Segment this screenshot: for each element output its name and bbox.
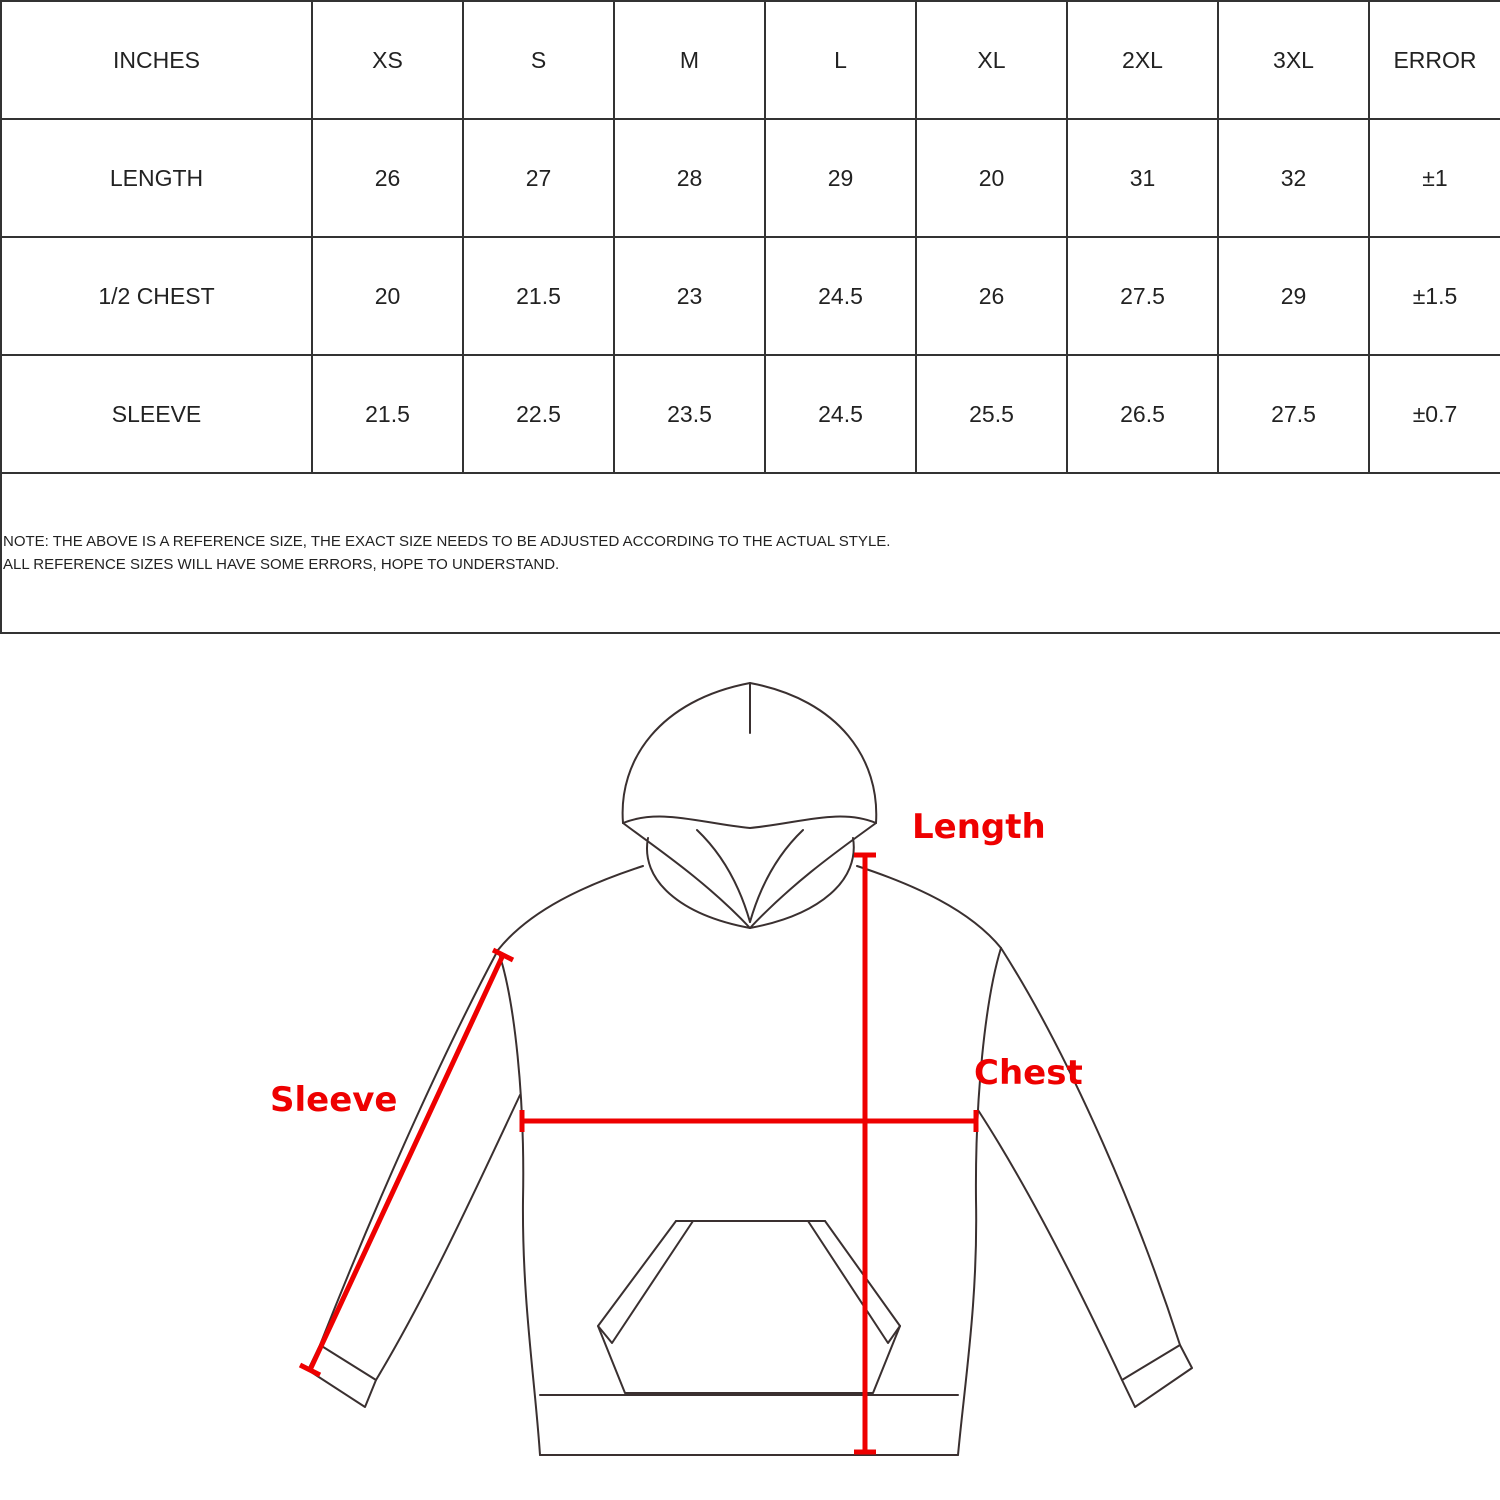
left-sleeve-inner <box>376 1095 520 1380</box>
table-cell-error: ±0.7 <box>1369 355 1500 473</box>
header-cell-l: L <box>765 1 916 119</box>
hood-inner-left-2 <box>697 830 750 922</box>
measurement-lines <box>300 855 976 1452</box>
table-cell: 21.5 <box>312 355 463 473</box>
note-line-2: ALL REFERENCE SIZES WILL HAVE SOME ERRORS, HOPE TO UNDERSTAND. <box>3 556 560 573</box>
table-cell-error: ±1 <box>1369 119 1500 237</box>
body-left-side <box>498 950 540 1455</box>
table-header-row <box>1 1 1500 119</box>
table-row-half-chest <box>1 237 1500 355</box>
table-cell: 28 <box>614 119 765 237</box>
sleeve-measure-line <box>310 955 503 1370</box>
table-cell: 24.5 <box>765 355 916 473</box>
table-cell: 20 <box>312 237 463 355</box>
row-label: LENGTH <box>1 119 312 237</box>
length-label: Length <box>912 807 1046 847</box>
table-cell: 29 <box>765 119 916 237</box>
table-cell-error: ±1.5 <box>1369 237 1500 355</box>
pocket-outline <box>598 1221 900 1393</box>
table-cell: 25.5 <box>916 355 1067 473</box>
header-cell-error: ERROR <box>1369 1 1500 119</box>
chest-label: Chest <box>974 1053 1083 1093</box>
body-right-side <box>958 948 1001 1455</box>
header-cell-xl: XL <box>916 1 1067 119</box>
right-sleeve-outer <box>1001 948 1180 1345</box>
table-row-sleeve <box>1 355 1500 473</box>
header-cell-unit: INCHES <box>1 1 312 119</box>
table-cell: 31 <box>1067 119 1218 237</box>
table-cell: 27 <box>463 119 614 237</box>
table-cell: 20 <box>916 119 1067 237</box>
header-cell-s: S <box>463 1 614 119</box>
table-row-length <box>1 119 1500 237</box>
row-label: 1/2 CHEST <box>1 237 312 355</box>
header-cell-m: M <box>614 1 765 119</box>
table-cell: 23 <box>614 237 765 355</box>
header-cell-2xl: 2XL <box>1067 1 1218 119</box>
row-label: SLEEVE <box>1 355 312 473</box>
table-cell: 29 <box>1218 237 1369 355</box>
table-cell: 21.5 <box>463 237 614 355</box>
pocket-right-trim <box>808 1221 900 1343</box>
header-cell-3xl: 3XL <box>1218 1 1369 119</box>
right-shoulder <box>857 866 1001 948</box>
table-cell: 32 <box>1218 119 1369 237</box>
right-sleeve-inner <box>978 1110 1122 1380</box>
table-cell: 26 <box>312 119 463 237</box>
note-line-1: NOTE: THE ABOVE IS A REFERENCE SIZE, THE EXACT SIZE NEEDS TO BE ADJUSTED ACCORDING TO THE ACTUAL STYLE. <box>3 533 891 550</box>
sleeve-label: Sleeve <box>270 1080 398 1120</box>
hood-inner-right <box>750 817 876 828</box>
left-shoulder <box>498 866 643 950</box>
note-cell <box>1 473 1500 633</box>
table-cell: 27.5 <box>1218 355 1369 473</box>
table-cell: 22.5 <box>463 355 614 473</box>
table-cell: 26.5 <box>1067 355 1218 473</box>
table-cell: 24.5 <box>765 237 916 355</box>
size-chart-table <box>0 0 1500 634</box>
table-note-row <box>1 473 1500 633</box>
table-cell: 26 <box>916 237 1067 355</box>
pocket-left-trim <box>598 1221 693 1343</box>
hoodie-measurement-diagram <box>0 650 1500 1500</box>
right-cuff <box>1122 1345 1192 1407</box>
table-cell: 27.5 <box>1067 237 1218 355</box>
hood-inner-left <box>623 817 750 828</box>
header-cell-xs: XS <box>312 1 463 119</box>
hood-inner-right-2 <box>750 830 803 922</box>
table-cell: 23.5 <box>614 355 765 473</box>
